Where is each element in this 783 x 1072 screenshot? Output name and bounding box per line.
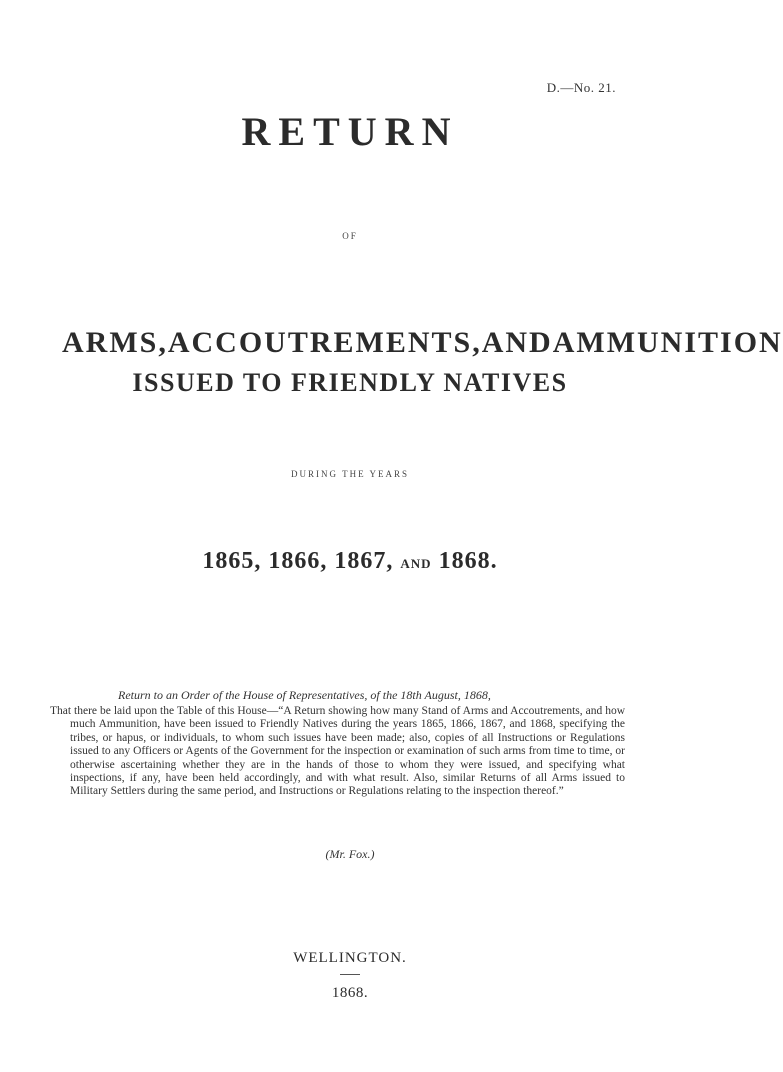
imprint-place: WELLINGTON. [293,950,407,966]
title-return: RETURN [241,109,459,154]
years-last: 1868. [438,548,498,574]
title-word-and: AND [481,326,553,359]
title-word-ammunition: AMMUNITION [552,326,783,359]
title-arms-line [62,326,783,360]
title-issued-line: ISSUED TO FRIENDLY NATIVES [132,368,568,397]
imprint-year: 1868. [331,985,369,1001]
order-text: That there be laid upon the Table of this House—“A Return showing how many Stand of Arms and Accoutrements, and how much Ammunition, have been issued to Friendly Natives during the years 1865, 1866, 1867, and 1868, specifying the tribes, or hapus, or individuals, to whom such issues have been made; also, copies of all Instructions or Regulations issued to any Officers or Agents of the Government for the inspection or examination of such arms from time to time, or otherwise ascertaining whether they are in the hands of those to whom they were issued, and specifying what inspections, if any, have been held accordingly, and with what result. Also, similar Returns of all Arms issued to Military Settlers during the same period, and Instructions or Regulations relating to the inspection thereof.” [50,705,625,798]
document-reference: D.—No. 21. [546,80,616,95]
years-and: AND [400,556,432,571]
title-years-line [0,548,700,575]
order-intro: Return to an Order of the House of Representatives, of the 18th August, 1868, [118,688,491,702]
title-word-accoutrements: ACCOUTREMENTS, [167,326,482,359]
title-of: OF [342,231,358,241]
title-during-line: DURING THE YEARS [290,469,409,479]
years-list: 1865, 1866, 1867, [202,548,394,574]
order-mover: (Mr. Fox.) [325,847,375,861]
title-word-arms: ARMS, [62,326,168,359]
imprint-divider [340,974,360,975]
